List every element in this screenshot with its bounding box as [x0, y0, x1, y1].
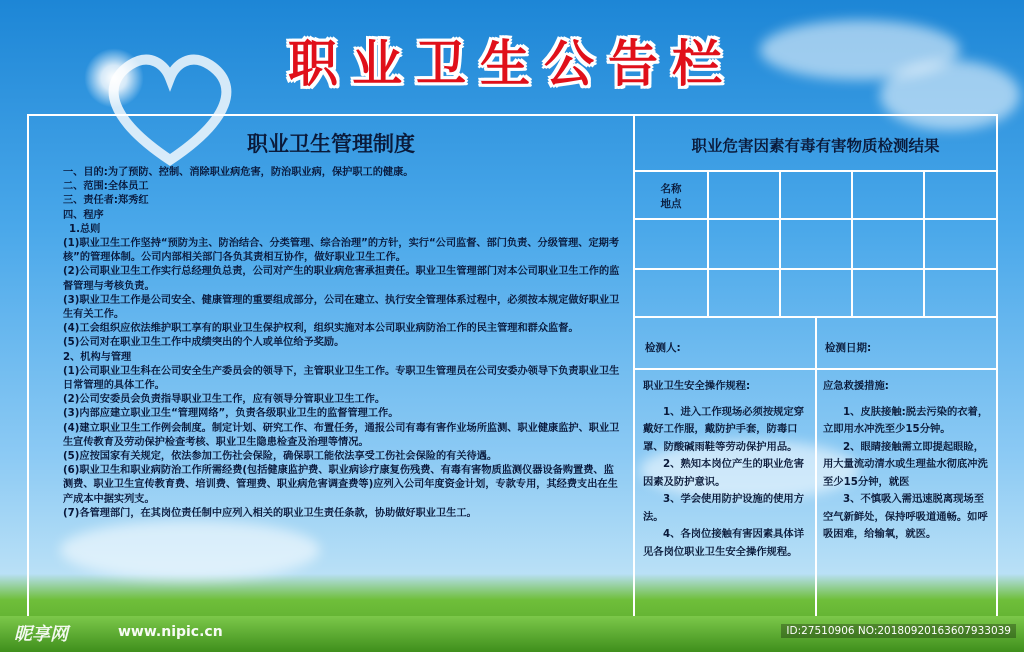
rules-title: 职业卫生管理制度	[247, 132, 415, 156]
rule-paragraph: (2)公司安委员会负责指导职业卫生工作，应有领导分管职业卫生工作。	[63, 394, 386, 406]
watermark-url: www.nipic.cn	[118, 624, 223, 640]
watermark-logo: 昵享网	[14, 624, 68, 645]
table-line	[851, 170, 853, 318]
emergency-item: 3、不慎吸入需迅速脱离现场至空气新鲜处，保持呼吸道通畅。如呼吸困难，给输氧，就医。	[823, 493, 988, 540]
rule-paragraph: 1.总则	[69, 223, 101, 235]
table-line	[779, 170, 781, 318]
safety-item: 3、学会使用防护设施的使用方法。	[643, 493, 805, 523]
table-line	[635, 218, 996, 220]
rule-paragraph: 三、责任者:郑秀红	[63, 195, 149, 207]
rule-paragraph: (7)各管理部门，在其岗位责任制中应列入相关的职业卫生责任条款，协助做好职业卫生工。	[63, 507, 477, 519]
rules-body	[63, 166, 623, 521]
rule-paragraph: (3)职业卫生工作是公司安全、健康管理的重要组成部分，公司在建立、执行安全管理体系过程中，必须按本规定做好职业卫生有关工作。	[63, 294, 620, 321]
rule-paragraph: (1)职业卫生工作坚持“预防为主、防治结合、分类管理、综合治理”的方针，实行“公司监督、部门负责、分级管理、定期考核”的管理体制。公司内部相关部门各负其责相互协作，做好职业卫生工作。	[63, 238, 620, 264]
safety-item: 1、进入工作现场必须按规定穿戴好工作服，戴防护手套，防毒口罩、防酸碱雨鞋等劳动保护用品。	[643, 405, 805, 453]
emergency-item: 2、眼睛接触需立即提起眼睑，用大量流动清水或生理盐水彻底冲洗至少15分钟，就医	[823, 440, 988, 488]
rule-paragraph: (4)工会组织应依法维护职工享有的职业卫生保护权利，组织实施对本公司职业病防治工作的民主管理和群众监督。	[63, 323, 579, 335]
rule-paragraph: 二、范围:全体员工	[63, 181, 149, 193]
rule-paragraph: (6)职业卫生和职业病防治工作所需经费(包括健康监护费、职业病诊疗康复伤残费、有毒有害物质监测仪器设备购置费、监测费、职业卫生宣传教育费、培训费、管理费、职业病危害调查费等)应列入公司年度资金计划，专款专用，其经费支出在生产成本中据实列支。	[63, 465, 618, 505]
table-line	[923, 170, 925, 318]
safety-procedures	[643, 378, 809, 561]
inspector-label: 检测人:	[645, 342, 681, 354]
detection-results-panel	[635, 116, 996, 620]
table-line	[815, 368, 817, 620]
page-title: 职业卫生公告栏	[288, 35, 736, 93]
table-header-name-location	[647, 182, 695, 212]
rule-paragraph: (5)公司对在职业卫生工作中成绩突出的个人或单位给予奖励。	[63, 337, 345, 349]
watermark-id: ID:27510906 NO:20180920163607933039	[781, 624, 1016, 638]
emergency-measures	[823, 378, 989, 544]
table-line	[707, 170, 709, 318]
inspection-date-label: 检测日期:	[825, 342, 872, 354]
management-rules-panel	[29, 116, 633, 620]
table-header-text: 名称 地点	[660, 183, 682, 210]
table-line	[815, 316, 817, 370]
rule-paragraph: 一、目的:为了预防、控制、消除职业病危害，防治职业病，保护职工的健康。	[63, 167, 414, 178]
rule-paragraph: 2、机构与管理	[63, 351, 132, 363]
table-line	[635, 170, 996, 172]
detection-title: 职业危害因素有毒有害物质检测结果	[691, 137, 940, 155]
table-line	[635, 268, 996, 270]
rule-paragraph: (5)应按国家有关规定，依法参加工伤社会保险，确保职工能依法享受工伤社会保险的有关待遇。	[63, 451, 498, 463]
rule-paragraph: (4)建立职业卫生工作例会制度。制定计划、研究工作、布置任务，通报公司有毒有害作业场所监测、职业健康监护、职业卫生宣传教育及劳动保护检查考核、职业卫生隐患检查及治理等情况。	[63, 422, 620, 448]
safety-item: 4、各岗位接触有害因素具体详见各岗位职业卫生安全操作规程。	[643, 528, 805, 558]
rule-paragraph: (3)内部应建立职业卫生“管理网络”，负责各级职业卫生的监督管理工作。	[63, 408, 399, 420]
emergency-item: 1、皮肤接触:脱去污染的衣着，立即用水冲洗至少15分钟。	[823, 405, 989, 435]
safety-item: 2、熟知本岗位产生的职业危害因素及防护意识。	[643, 458, 805, 488]
emergency-heading: 应急救援措施:	[823, 380, 889, 392]
rule-paragraph: 四、程序	[63, 209, 104, 221]
rule-paragraph: (1)公司职业卫生科在公司安全生产委员会的领导下，主管职业卫生工作。专职卫生管理员在公司安委办领导下负责职业卫生日常管理的具体工作。	[63, 365, 620, 392]
safety-heading: 职业卫生安全操作规程:	[643, 380, 751, 392]
rule-paragraph: (2)公司职业卫生工作实行总经理负总责，公司对产生的职业病危害承担责任。职业卫生管理部门对本公司职业卫生工作的监督管理与考核负责。	[63, 266, 620, 292]
